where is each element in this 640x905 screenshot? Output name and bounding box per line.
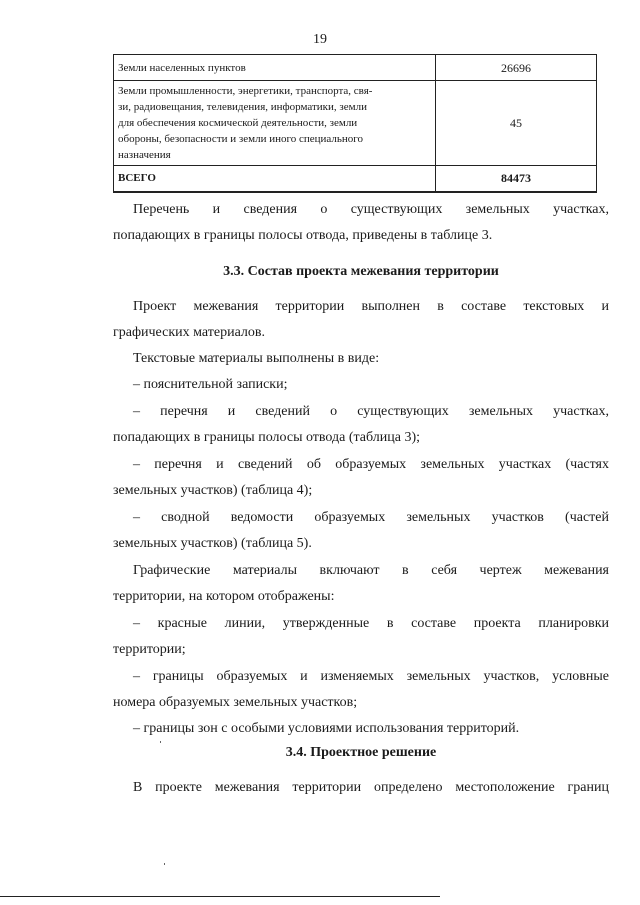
list-item: – перечня и сведений об образуемых земельных участках (частях (133, 457, 609, 472)
paragraph-line: территории, на котором отображены: (113, 589, 335, 604)
table-cell-line: для обеспечения космической деятельности, земли (118, 117, 358, 129)
list-item-cont: попадающих в границы полосы отвода (таблица 3); (113, 430, 421, 445)
list-item-cont: номера образуемых земельных участков; (113, 695, 358, 710)
table-cell-name: Земли населенных пунктов (114, 55, 436, 81)
list-item: – сводной ведомости образуемых земельных участков (частей (133, 510, 609, 525)
table-cell-line: назначения (118, 149, 171, 161)
table-total-value: 84473 (436, 166, 597, 192)
paragraph-line: Графические материалы включают в себя чертеж межевания (133, 563, 609, 578)
paragraph-line: графических материалов. (113, 325, 266, 340)
table-cell-value: 45 (436, 81, 597, 166)
list-item: – перечня и сведений о существующих земельных участках, (133, 404, 609, 419)
list-item-cont: земельных участков) (таблица 4); (113, 483, 313, 498)
table-cell-value: 26696 (436, 55, 597, 81)
paragraph-line: В проекте межевания территории определено местоположение границ (133, 780, 609, 795)
section-heading: 3.4. Проектное решение (285, 745, 437, 760)
table-cell-name (114, 81, 436, 166)
table-cell-line: зи, радиовещания, телевидения, информатики, земли (118, 101, 367, 113)
list-item-cont: территории; (113, 642, 186, 657)
land-category-table (113, 54, 597, 193)
scan-speck (164, 863, 165, 865)
table-total-row (114, 166, 597, 192)
table-cell-line: Земли промышленности, энергетики, транспорта, свя- (118, 85, 373, 97)
paragraph-line: Перечень и сведения о существующих земельных участках, (133, 202, 609, 217)
scan-speck (160, 741, 161, 743)
paragraph-line: Текстовые материалы выполнены в виде: (133, 351, 380, 366)
list-item: – границы образуемых и изменяемых земельных участков, условные (133, 669, 609, 684)
table-row (114, 81, 597, 166)
page-number: 19 (313, 32, 327, 47)
paragraph-line: Проект межевания территории выполнен в составе текстовых и (133, 299, 609, 314)
list-item-cont: земельных участков) (таблица 5). (113, 536, 312, 551)
list-item: – пояснительной записки; (133, 377, 288, 392)
paragraph-line: попадающих в границы полосы отвода, приведены в таблице 3. (113, 228, 493, 243)
list-item: – границы зон с особыми условиями использования территорий. (133, 721, 520, 736)
bottom-rule (0, 896, 440, 897)
section-heading: 3.3. Состав проекта межевания территории (223, 264, 499, 279)
list-item: – красные линии, утвержденные в составе проекта планировки (133, 616, 609, 631)
table-row (114, 55, 597, 81)
table-total-label: ВСЕГО (114, 166, 436, 192)
table-cell-line: обороны, безопасности и земли иного специального (118, 133, 364, 145)
